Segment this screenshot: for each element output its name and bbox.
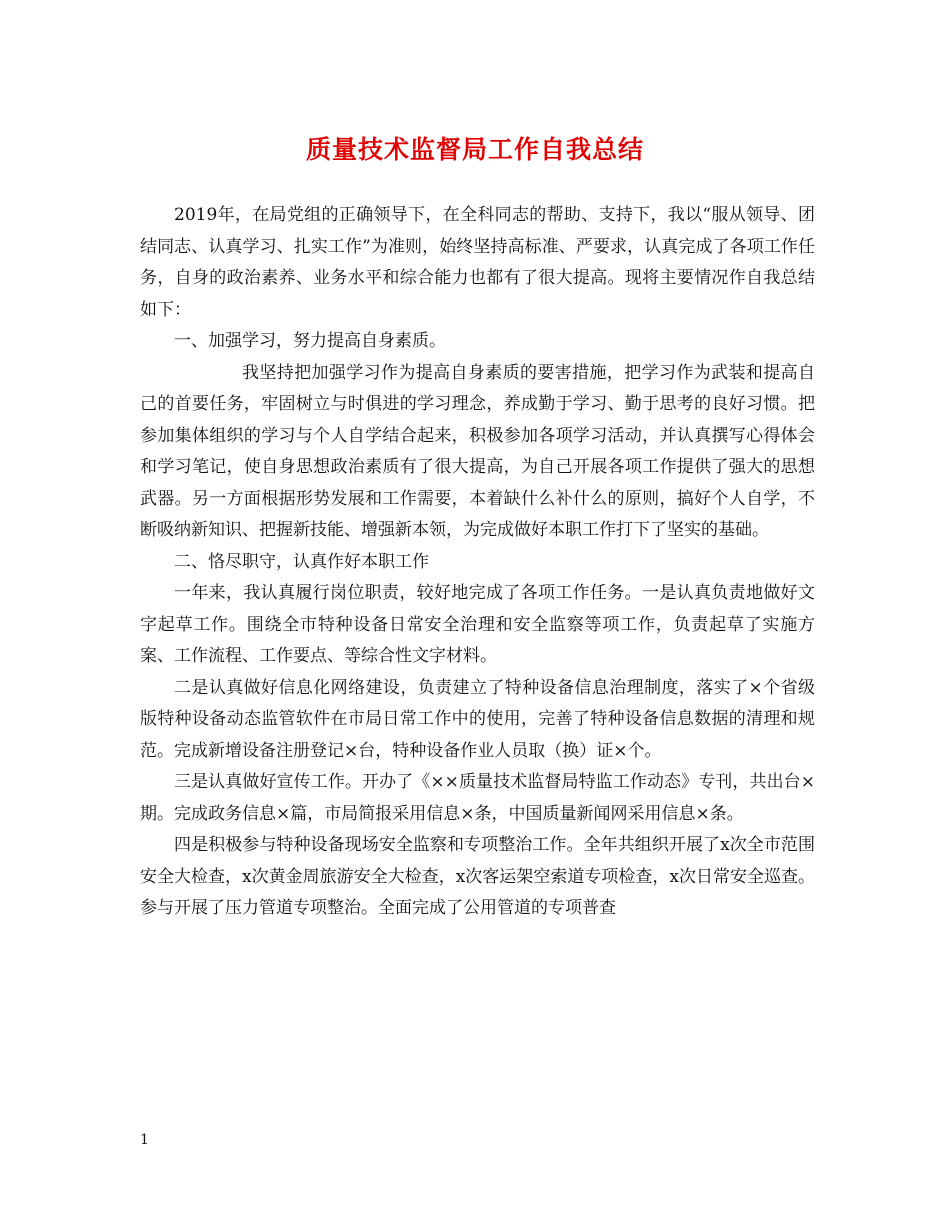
page-number: 1 [140, 1132, 149, 1148]
paragraph-duties: 一年来，我认真履行岗位职责，较好地完成了各项工作任务。一是认真负责地做好文字起草工作。围绕全市特种设备日常安全治理和安全监察等项工作，负责起草了实施方案、工作流程、工作要点、等综合性文字材料。 [140, 583, 815, 666]
paragraph-intro: 2019年，在局党组的正确领导下，在全科同志的帮助、支持下，我以“服从领导、团结同志、认真学习、扎实工作”为准则，始终坚持高标准、严要求，认真完成了各项工作任务，自身的政治素养、业务水平和综合能力也都有了很大提高。现将主要情况作自我总结如下： [140, 205, 815, 320]
paragraph-publicity: 三是认真做好宣传工作。开办了《××质量技术监督局特监工作动态》专刊，共出台×期。完成政务信息×篇，市局简报采用信息×条，中国质量新闻网采用信息×条。 [140, 772, 815, 824]
document-title: 质量技术监督局工作自我总结 [305, 135, 644, 164]
document-body [140, 200, 815, 925]
section-heading-2: 二、恪尽职守，认真作好本职工作 [174, 551, 429, 572]
paragraph-inspection: 四是积极参与特种设备现场安全监察和专项整治工作。全年共组织开展了x次全市范围安全大检查，x次黄金周旅游安全大检查，x次客运架空索道专项检查，x次日常安全巡查。参与开展了压力管道专项整治。全面完成了公用管道的专项普查 [140, 835, 815, 918]
section-heading-1: 一、加强学习，努力提高自身素质。 [174, 331, 446, 351]
paragraph-informatization: 二是认真做好信息化网络建设，负责建立了特种设备信息治理制度，落实了×个省级版特种设备动态监管软件在市局日常工作中的使用，完善了特种设备信息数据的清理和规范。完成新增设备注册登记×台，特种设备作业人员取（换）证×个。 [140, 677, 815, 761]
paragraph-study: 我坚持把加强学习作为提高自身素质的要害措施，把学习作为武装和提高自己的首要任务，牢固树立与时俱进的学习理念，养成勤于学习、勤于思考的良好习惯。把参加集体组织的学习与个人自学结合起来，积极参加各项学习活动，并认真撰写心得体会和学习笔记，使自身思想政治素质有了很大提高，为自己开展各项工作提供了强大的思想武器。另一方面根据形势发展和工作需要，本着缺什么补什么的原则，搞好个人自学，不断吸纳新知识、把握新技能、增强新本领，为完成做好本职工作打下了坚实的基础。 [140, 362, 815, 540]
